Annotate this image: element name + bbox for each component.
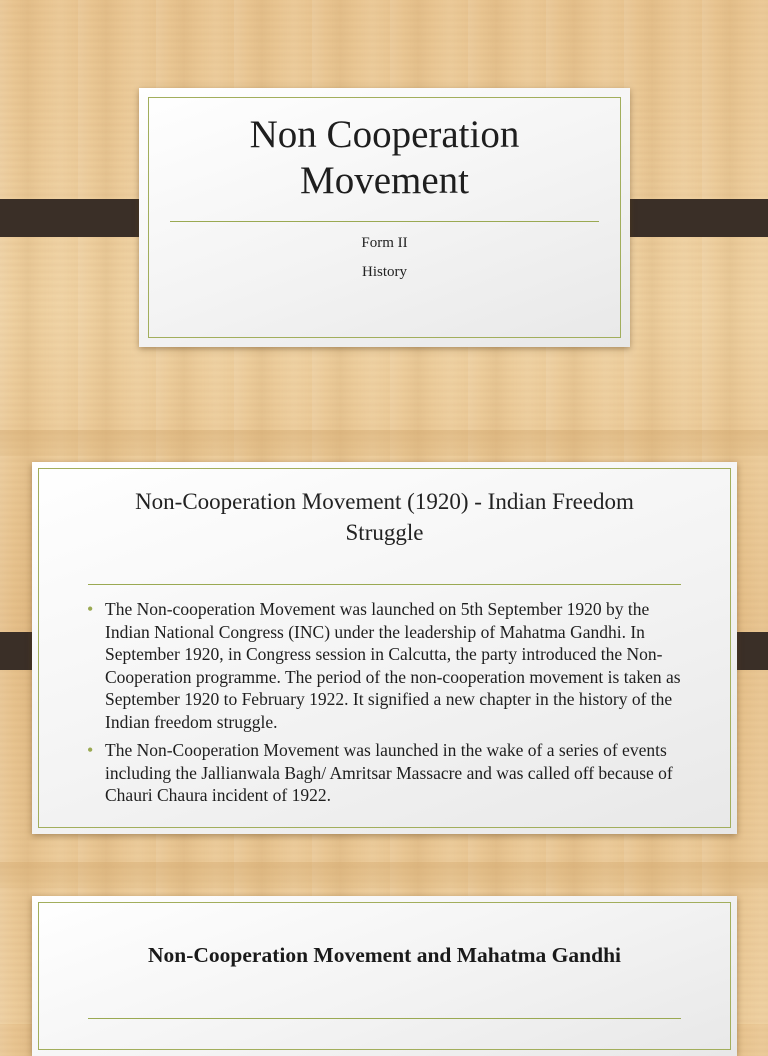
slide-3-divider <box>88 1018 681 1019</box>
slide-1 <box>139 88 630 347</box>
bullet-dot-icon: • <box>87 740 94 760</box>
slide-1-subtitle-subject: History <box>362 264 407 280</box>
slide-2-title: Non-Cooperation Movement (1920) - Indian Freedom Struggle <box>135 489 634 545</box>
slide-1-title: Non Cooperation Movement <box>249 113 520 202</box>
bullet-text: The Non-cooperation Movement was launched on 5th September 1920 by the Indian National Congress (INC) under the leadership of Mahatma Gandhi. In September 1920, in Congress session in Calcutta, the party introduced the Non-Cooperation programme. The period of the non-cooperation movement is taken as September 1920 to February 1922. It signified a new chapter in the history of the Indian freedom struggle. <box>105 599 681 732</box>
slide-1-left-band <box>0 199 156 237</box>
slide-2-divider <box>88 584 681 585</box>
bullet-item <box>87 739 687 807</box>
slide-1-right-band <box>612 199 768 237</box>
slide-1-divider <box>170 221 599 222</box>
bullet-item <box>87 598 687 733</box>
slide-3-title: Non-Cooperation Movement and Mahatma Gandhi <box>147 943 621 967</box>
slide-2-bullet-list <box>87 598 687 813</box>
bullet-dot-icon: • <box>87 599 94 619</box>
bullet-text: The Non-Cooperation Movement was launched in the wake of a series of events including the Jallianwala Bagh/ Amritsar Massacre and was called off because of Chauri Chaura incident of 1922. <box>105 740 673 805</box>
slide-3-frame <box>38 902 731 1050</box>
slide-3 <box>32 896 737 1056</box>
slide-1-subtitle-form: Form II <box>361 235 408 251</box>
wood-gap <box>0 862 768 888</box>
slide-2 <box>32 462 737 834</box>
wood-gap <box>0 430 768 456</box>
